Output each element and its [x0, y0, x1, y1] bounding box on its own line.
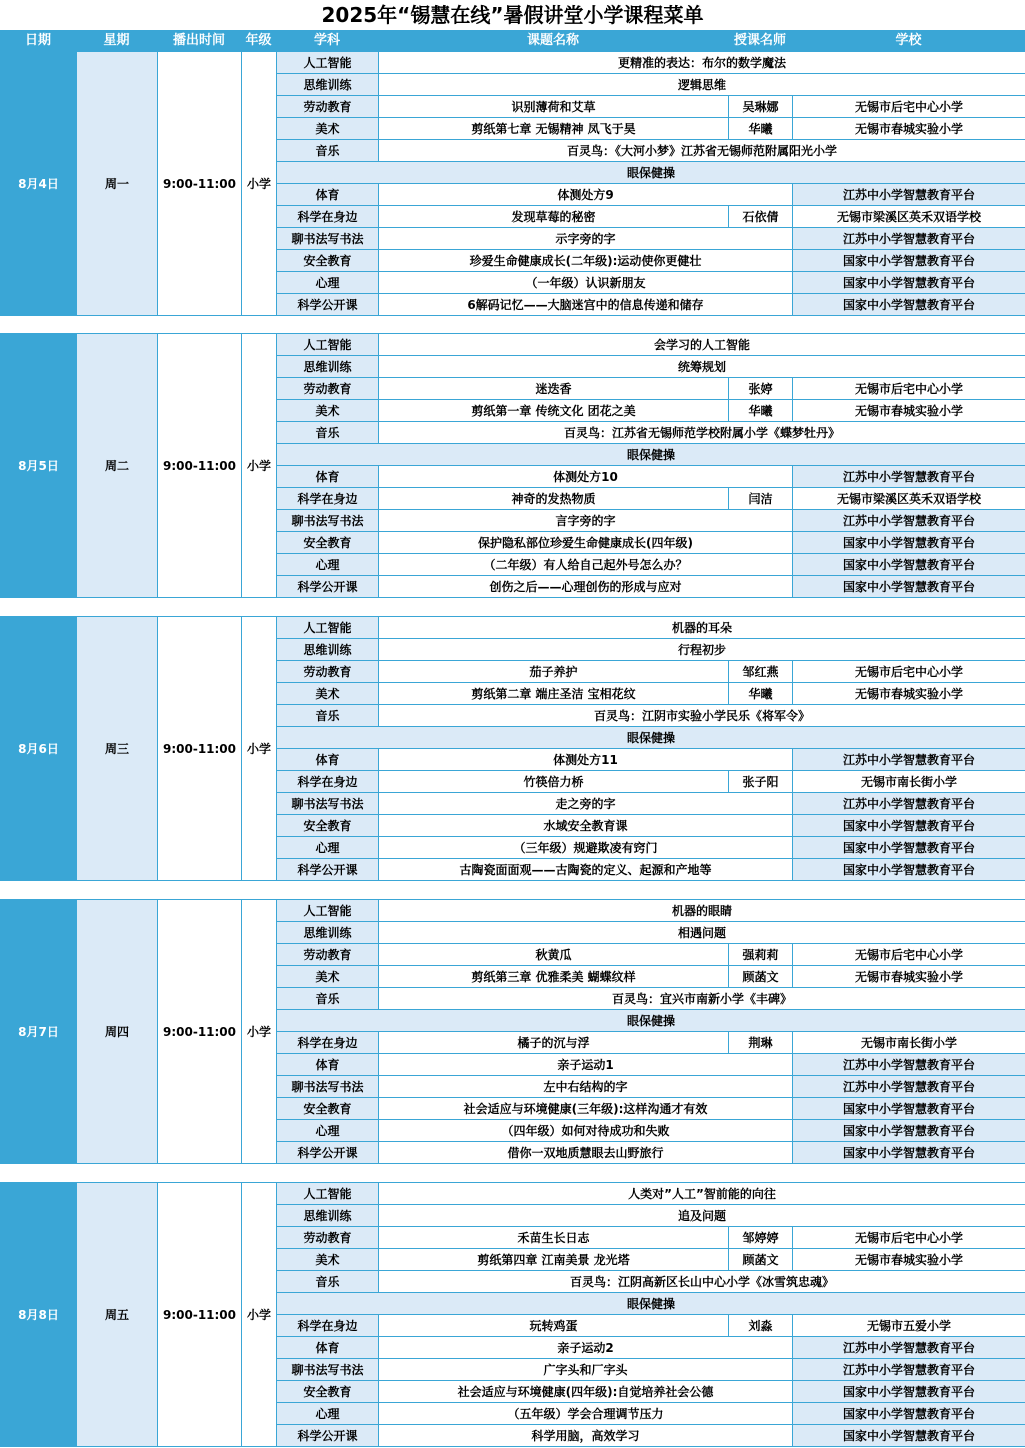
platform-cell: 国家中小学智慧教育平台: [793, 859, 1025, 881]
platform-cell: 江苏中小学智慧教育平台: [793, 1076, 1025, 1098]
topic-cell: 社会适应与环境健康(三年级):这样沟通才有效: [379, 1098, 793, 1120]
grade-cell: 小学: [242, 52, 277, 316]
broadcast-time-cell: 9:00-11:00: [158, 52, 242, 316]
header-subject: 学科: [313, 33, 340, 48]
date-cell: 8月6日: [1, 617, 77, 881]
platform-cell: 江苏中小学智慧教育平台: [793, 1054, 1025, 1076]
topic-cell: 创伤之后——心理创伤的形成与应对: [379, 576, 793, 598]
subject-cell: 人工智能: [277, 900, 379, 922]
subject-cell: 心理: [277, 1120, 379, 1142]
subject-cell: 科学在身边: [277, 1032, 379, 1054]
header-grade: 年级: [245, 33, 272, 48]
subject-cell: 心理: [277, 837, 379, 859]
teacher-cell: 张婷: [729, 378, 793, 400]
header-school: 学校: [895, 33, 922, 48]
subject-cell: 安全教育: [277, 1098, 379, 1120]
subject-cell: 聊书法写书法: [277, 793, 379, 815]
subject-cell: 科学公开课: [277, 1425, 379, 1447]
topic-cell: 6解码记忆——大脑迷宫中的信息传递和储存: [379, 294, 793, 316]
platform-cell: 国家中小学智慧教育平台: [793, 532, 1025, 554]
topic-cell: 相遇问题: [379, 922, 1025, 944]
teacher-cell: 华曦: [729, 400, 793, 422]
platform-cell: 江苏中小学智慧教育平台: [793, 510, 1025, 532]
day-block: [0, 899, 1025, 1164]
topic-cell: 亲子运动1: [379, 1054, 793, 1076]
topic-cell: 体测处方9: [379, 184, 793, 206]
school-cell: 无锡市春城实验小学: [793, 400, 1025, 422]
subject-cell: 科学在身边: [277, 771, 379, 793]
subject-cell: 人工智能: [277, 52, 379, 74]
topic-cell: 百灵鸟：江阴市实验小学民乐《将军令》: [379, 705, 1025, 727]
subject-cell: 美术: [277, 118, 379, 140]
broadcast-time-cell: 9:00-11:00: [158, 900, 242, 1164]
topic-cell: 百灵鸟：江苏省无锡师范学校附属小学《蝶梦牡丹》: [379, 422, 1025, 444]
subject-cell: 体育: [277, 749, 379, 771]
subject-cell: 心理: [277, 1403, 379, 1425]
teacher-cell: 邹红燕: [729, 661, 793, 683]
broadcast-time-cell: 9:00-11:00: [158, 1183, 242, 1447]
subject-cell: 心理: [277, 272, 379, 294]
topic-cell: 追及问题: [379, 1205, 1025, 1227]
table-row: [1, 900, 1025, 922]
subject-cell: 人工智能: [277, 617, 379, 639]
school-cell: 无锡市后宅中心小学: [793, 661, 1025, 683]
platform-cell: 国家中小学智慧教育平台: [793, 815, 1025, 837]
subject-cell: 劳动教育: [277, 96, 379, 118]
platform-cell: 江苏中小学智慧教育平台: [793, 228, 1025, 250]
topic-cell: 左中右结构的字: [379, 1076, 793, 1098]
topic-cell: （二年级）有人给自己起外号怎么办？: [379, 554, 793, 576]
platform-cell: 国家中小学智慧教育平台: [793, 1403, 1025, 1425]
subject-cell: 安全教育: [277, 815, 379, 837]
teacher-cell: 张子阳: [729, 771, 793, 793]
topic-cell: （五年级）学会合理调节压力: [379, 1403, 793, 1425]
date-cell: 8月8日: [1, 1183, 77, 1447]
weekday-cell: 周五: [77, 1183, 158, 1447]
topic-cell: 机器的耳朵: [379, 617, 1025, 639]
topic-cell: 剪纸第一章 传统文化 团花之美: [379, 400, 729, 422]
topic-cell: 百灵鸟：《大河小梦》江苏省无锡师范附属阳光小学: [379, 140, 1025, 162]
subject-cell: 安全教育: [277, 532, 379, 554]
subject-cell: 劳动教育: [277, 944, 379, 966]
topic-cell: 识别薄荷和艾草: [379, 96, 729, 118]
subject-cell: 科学在身边: [277, 206, 379, 228]
grade-cell: 小学: [242, 617, 277, 881]
subject-cell: 思维训练: [277, 74, 379, 96]
subject-cell: 劳动教育: [277, 661, 379, 683]
subject-cell: 体育: [277, 1054, 379, 1076]
topic-cell: 秋黄瓜: [379, 944, 729, 966]
topic-cell: 示字旁的字: [379, 228, 793, 250]
subject-cell: 劳动教育: [277, 378, 379, 400]
topic-cell: （三年级）规避欺凌有窍门: [379, 837, 793, 859]
topic-cell: 机器的眼睛: [379, 900, 1025, 922]
topic-cell: 人类对”人工”智前能的向往: [379, 1183, 1025, 1205]
date-cell: 8月4日: [1, 52, 77, 316]
subject-cell: 体育: [277, 184, 379, 206]
subject-cell: 安全教育: [277, 1381, 379, 1403]
header-weekday: 星期: [103, 33, 130, 48]
topic-cell: 水域安全教育课: [379, 815, 793, 837]
topic-cell: 更精准的表达：布尔的数学魔法: [379, 52, 1025, 74]
subject-cell: 思维训练: [277, 1205, 379, 1227]
subject-cell: 体育: [277, 1337, 379, 1359]
table-row: [1, 1183, 1025, 1205]
platform-cell: 江苏中小学智慧教育平台: [793, 793, 1025, 815]
teacher-cell: 石依倩: [729, 206, 793, 228]
subject-cell: 美术: [277, 400, 379, 422]
platform-cell: 国家中小学智慧教育平台: [793, 576, 1025, 598]
teacher-cell: 吴琳娜: [729, 96, 793, 118]
teacher-cell: 刘淼: [729, 1315, 793, 1337]
school-cell: 无锡市后宅中心小学: [793, 944, 1025, 966]
topic-cell: 社会适应与环境健康(四年级):自觉培养社会公德: [379, 1381, 793, 1403]
topic-cell: 借你一双地质慧眼去山野旅行: [379, 1142, 793, 1164]
platform-cell: 国家中小学智慧教育平台: [793, 272, 1025, 294]
topic-cell: 剪纸第七章 无锡精神 凤飞于昊: [379, 118, 729, 140]
weekday-cell: 周二: [77, 334, 158, 598]
subject-cell: 聊书法写书法: [277, 1076, 379, 1098]
subject-cell: 聊书法写书法: [277, 1359, 379, 1381]
topic-cell: （四年级）如何对待成功和失败: [379, 1120, 793, 1142]
subject-cell: 聊书法写书法: [277, 510, 379, 532]
subject-cell: 安全教育: [277, 250, 379, 272]
school-cell: 无锡市春城实验小学: [793, 1249, 1025, 1271]
teacher-cell: 华曦: [729, 118, 793, 140]
topic-cell: 行程初步: [379, 639, 1025, 661]
date-cell: 8月7日: [1, 900, 77, 1164]
topic-cell: 玩转鸡蛋: [379, 1315, 729, 1337]
topic-cell: 剪纸第三章 优雅柔美 蝴蝶纹样: [379, 966, 729, 988]
subject-cell: 劳动教育: [277, 1227, 379, 1249]
platform-cell: 国家中小学智慧教育平台: [793, 1425, 1025, 1447]
topic-cell: 古陶瓷面面观——古陶瓷的定义、起源和产地等: [379, 859, 793, 881]
topic-cell: 科学用脑，高效学习: [379, 1425, 793, 1447]
school-cell: 无锡市五爱小学: [793, 1315, 1025, 1337]
topic-cell: 保护隐私部位珍爱生命健康成长(四年级): [379, 532, 793, 554]
teacher-cell: 荆琳: [729, 1032, 793, 1054]
header-teacher: 授课名师: [733, 33, 786, 48]
subject-cell: 思维训练: [277, 922, 379, 944]
subject-cell: 科学公开课: [277, 859, 379, 881]
subject-cell: 思维训练: [277, 639, 379, 661]
header-topic: 课题名称: [526, 33, 579, 48]
platform-cell: 国家中小学智慧教育平台: [793, 1120, 1025, 1142]
topic-cell: 亲子运动2: [379, 1337, 793, 1359]
topic-cell: 逻辑思维: [379, 74, 1025, 96]
subject-cell: 美术: [277, 966, 379, 988]
platform-cell: 国家中小学智慧教育平台: [793, 1381, 1025, 1403]
platform-cell: 国家中小学智慧教育平台: [793, 837, 1025, 859]
platform-cell: 国家中小学智慧教育平台: [793, 294, 1025, 316]
teacher-cell: 闫洁: [729, 488, 793, 510]
subject-cell: 心理: [277, 554, 379, 576]
subject-cell: 科学在身边: [277, 1315, 379, 1337]
table-row: [1, 334, 1025, 356]
subject-cell: 科学公开课: [277, 576, 379, 598]
platform-cell: 国家中小学智慧教育平台: [793, 1098, 1025, 1120]
broadcast-time-cell: 9:00-11:00: [158, 617, 242, 881]
subject-cell: 音乐: [277, 988, 379, 1010]
topic-cell: 发现草莓的秘密: [379, 206, 729, 228]
school-cell: 无锡市春城实验小学: [793, 683, 1025, 705]
subject-cell: 人工智能: [277, 1183, 379, 1205]
grade-cell: 小学: [242, 334, 277, 598]
topic-cell: 剪纸第四章 江南美景 龙光塔: [379, 1249, 729, 1271]
topic-cell: 言字旁的字: [379, 510, 793, 532]
weekday-cell: 周一: [77, 52, 158, 316]
subject-cell: 思维训练: [277, 356, 379, 378]
weekday-cell: 周三: [77, 617, 158, 881]
subject-cell: 音乐: [277, 1271, 379, 1293]
eye-exercise-band: 眼保健操: [277, 1293, 1025, 1315]
day-block: [0, 1182, 1025, 1447]
topic-cell: 迷迭香: [379, 378, 729, 400]
topic-cell: 体测处方11: [379, 749, 793, 771]
teacher-cell: 强莉莉: [729, 944, 793, 966]
school-cell: 无锡市后宅中心小学: [793, 378, 1025, 400]
subject-cell: 音乐: [277, 705, 379, 727]
eye-exercise-band: 眼保健操: [277, 162, 1025, 184]
topic-cell: 橘子的沉与浮: [379, 1032, 729, 1054]
topic-cell: 百灵鸟：江阴高新区长山中心小学《冰雪筑忠魂》: [379, 1271, 1025, 1293]
page-title: 2025年“锡慧在线”暑假讲堂小学课程菜单: [321, 3, 704, 27]
topic-cell: 体测处方10: [379, 466, 793, 488]
day-block: [0, 51, 1025, 316]
school-cell: 无锡市南长街小学: [793, 1032, 1025, 1054]
broadcast-time-cell: 9:00-11:00: [158, 334, 242, 598]
date-cell: 8月5日: [1, 334, 77, 598]
school-cell: 无锡市后宅中心小学: [793, 96, 1025, 118]
teacher-cell: 邹婷婷: [729, 1227, 793, 1249]
topic-cell: 百灵鸟：宜兴市南新小学《丰碑》: [379, 988, 1025, 1010]
day-block: [0, 616, 1025, 881]
topic-cell: 统筹规划: [379, 356, 1025, 378]
topic-cell: 神奇的发热物质: [379, 488, 729, 510]
topic-cell: 剪纸第二章 端庄圣洁 宝相花纹: [379, 683, 729, 705]
eye-exercise-band: 眼保健操: [277, 1010, 1025, 1032]
subject-cell: 科学公开课: [277, 294, 379, 316]
platform-cell: 国家中小学智慧教育平台: [793, 250, 1025, 272]
subject-cell: 人工智能: [277, 334, 379, 356]
platform-cell: 国家中小学智慧教育平台: [793, 554, 1025, 576]
subject-cell: 美术: [277, 1249, 379, 1271]
topic-cell: 竹筷倍力桥: [379, 771, 729, 793]
grade-cell: 小学: [242, 900, 277, 1164]
teacher-cell: 顾菡文: [729, 966, 793, 988]
platform-cell: 江苏中小学智慧教育平台: [793, 466, 1025, 488]
topic-cell: 禾苗生长日志: [379, 1227, 729, 1249]
teacher-cell: 顾菡文: [729, 1249, 793, 1271]
school-cell: 无锡市南长街小学: [793, 771, 1025, 793]
subject-cell: 音乐: [277, 140, 379, 162]
platform-cell: 江苏中小学智慧教育平台: [793, 1359, 1025, 1381]
subject-cell: 美术: [277, 683, 379, 705]
table-row: [1, 52, 1025, 74]
topic-cell: 会学习的人工智能: [379, 334, 1025, 356]
school-cell: 无锡市春城实验小学: [793, 966, 1025, 988]
subject-cell: 音乐: [277, 422, 379, 444]
subject-cell: 科学在身边: [277, 488, 379, 510]
header-date: 日期: [24, 33, 51, 48]
column-header-row: [0, 30, 1025, 52]
school-cell: 无锡市后宅中心小学: [793, 1227, 1025, 1249]
day-block: [0, 333, 1025, 598]
subject-cell: 体育: [277, 466, 379, 488]
school-cell: 无锡市春城实验小学: [793, 118, 1025, 140]
topic-cell: 茄子养护: [379, 661, 729, 683]
subject-cell: 科学公开课: [277, 1142, 379, 1164]
table-row: [1, 617, 1025, 639]
platform-cell: 江苏中小学智慧教育平台: [793, 1337, 1025, 1359]
platform-cell: 江苏中小学智慧教育平台: [793, 749, 1025, 771]
header-time: 播出时间: [172, 33, 225, 48]
eye-exercise-band: 眼保健操: [277, 727, 1025, 749]
topic-cell: 走之旁的字: [379, 793, 793, 815]
school-cell: 无锡市梁溪区英禾双语学校: [793, 488, 1025, 510]
grade-cell: 小学: [242, 1183, 277, 1447]
teacher-cell: 华曦: [729, 683, 793, 705]
subject-cell: 聊书法写书法: [277, 228, 379, 250]
school-cell: 无锡市梁溪区英禾双语学校: [793, 206, 1025, 228]
eye-exercise-band: 眼保健操: [277, 444, 1025, 466]
topic-cell: 广字头和厂字头: [379, 1359, 793, 1381]
platform-cell: 江苏中小学智慧教育平台: [793, 184, 1025, 206]
weekday-cell: 周四: [77, 900, 158, 1164]
topic-cell: （一年级）认识新朋友: [379, 272, 793, 294]
topic-cell: 珍爱生命健康成长(二年级):运动使你更健壮: [379, 250, 793, 272]
platform-cell: 国家中小学智慧教育平台: [793, 1142, 1025, 1164]
